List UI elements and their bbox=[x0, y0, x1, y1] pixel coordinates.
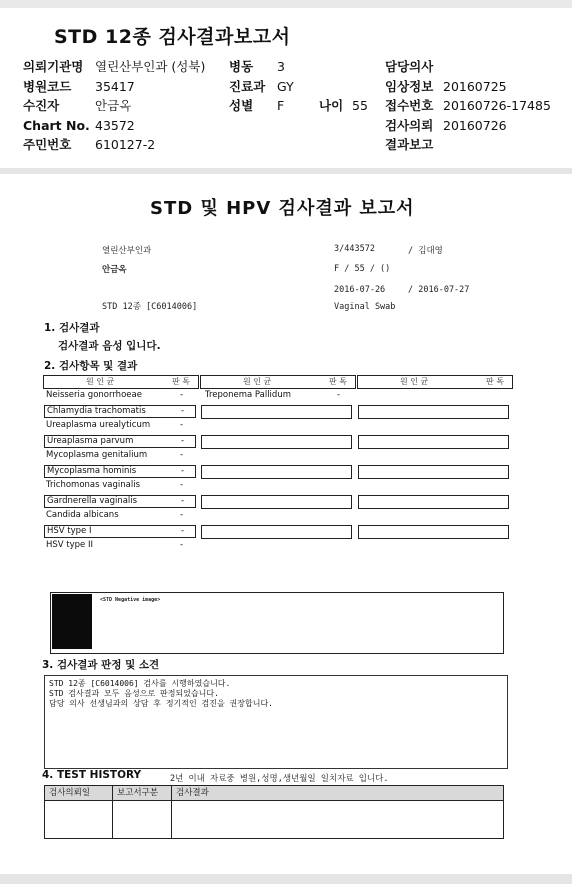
col-header-3 bbox=[357, 375, 513, 389]
info-value: GY bbox=[277, 78, 294, 94]
table-row bbox=[44, 465, 196, 478]
result-value: - bbox=[181, 406, 185, 416]
pathogen-name: HSV type II bbox=[46, 540, 94, 550]
result-value: - bbox=[181, 496, 185, 506]
comment-box bbox=[44, 675, 508, 769]
pathogen-name: Ureaplasma parvum bbox=[47, 436, 134, 446]
table-row bbox=[44, 390, 196, 403]
result-value: - bbox=[181, 526, 185, 536]
history-col-rule bbox=[171, 800, 172, 838]
comment-line: 담당 의사 선생님과의 상담 후 정기적인 검진을 권장합니다. bbox=[49, 699, 274, 708]
pathogen-name: Ureaplasma urealyticum bbox=[46, 420, 151, 430]
top-bar bbox=[0, 0, 572, 8]
result-value: - bbox=[180, 540, 184, 550]
info-key: 임상정보 bbox=[385, 78, 434, 94]
table-row bbox=[203, 390, 351, 403]
comment-line: STD 12종 [C6014006] 검사를 시행하였습니다. bbox=[49, 679, 231, 688]
sex-age: F / 55 / () bbox=[334, 264, 391, 274]
test-code: STD 12종 [C6014006] bbox=[102, 302, 198, 312]
image-label: <STD Negative image> bbox=[100, 597, 161, 603]
patient-name: 안금옥 bbox=[102, 265, 127, 275]
info-age bbox=[319, 96, 368, 116]
date-received: 2016-07-26 bbox=[334, 285, 386, 295]
pathogen-name: Mycoplasma genitalium bbox=[46, 450, 148, 460]
info-value: 43572 bbox=[95, 117, 135, 133]
empty-cell bbox=[201, 435, 352, 449]
age-value: 55 bbox=[352, 98, 368, 113]
history-header-rule bbox=[45, 800, 503, 801]
result-value: - bbox=[337, 390, 341, 400]
info-value: 20160726-17485 bbox=[443, 98, 551, 113]
table-row bbox=[44, 510, 196, 523]
col-pathogen: 원 인 균 bbox=[243, 377, 272, 386]
col-header-2 bbox=[200, 375, 356, 389]
comment-line: STD 검사결과 모두 음성으로 판정되었습니다. bbox=[49, 689, 219, 698]
history-note: 2년 이내 자료중 병원,성명,생년월일 일치자료 입니다. bbox=[170, 774, 389, 784]
specimen: Vaginal Swab bbox=[334, 302, 396, 312]
info-key: 검사의뢰 bbox=[385, 117, 434, 133]
table-row bbox=[44, 525, 196, 538]
info-key: 결과보고 bbox=[385, 137, 434, 152]
result-value: - bbox=[180, 480, 184, 490]
pathogen-name: HSV type I bbox=[47, 526, 92, 536]
info-key: 병동 bbox=[229, 59, 254, 74]
info-key: 주민번호 bbox=[23, 137, 72, 152]
empty-cell bbox=[201, 525, 352, 539]
section-divider bbox=[0, 168, 572, 174]
pathogen-name: Mycoplasma hominis bbox=[47, 466, 137, 476]
col-header-1 bbox=[43, 375, 199, 389]
empty-cell bbox=[358, 495, 509, 509]
result-image bbox=[52, 594, 92, 649]
hospital-name: 열린산부인과 bbox=[102, 246, 152, 256]
info-key: 진료과 bbox=[229, 78, 266, 94]
pathogen-name: Chlamydia trachomatis bbox=[47, 406, 146, 416]
empty-cell bbox=[201, 465, 352, 479]
empty-cell bbox=[358, 435, 509, 449]
empty-cell bbox=[201, 405, 352, 419]
doctor-name: / 김대영 bbox=[408, 246, 443, 256]
col-result: 판 독 bbox=[172, 377, 190, 386]
empty-cell bbox=[358, 525, 509, 539]
result-value: - bbox=[180, 390, 184, 400]
col-pathogen: 원 인 균 bbox=[86, 377, 115, 386]
result-value: - bbox=[180, 510, 184, 520]
date-reported: / 2016-07-27 bbox=[408, 285, 470, 295]
result-value: - bbox=[181, 466, 185, 476]
info-value: 안금옥 bbox=[95, 98, 132, 113]
info-key: 수진자 bbox=[23, 98, 60, 113]
info-value: 3 bbox=[277, 59, 285, 74]
info-value: F bbox=[277, 98, 285, 113]
col-pathogen: 원 인 균 bbox=[400, 377, 429, 386]
empty-cell bbox=[201, 495, 352, 509]
pathogen-name: Neisseria gonorrhoeae bbox=[46, 390, 142, 400]
col-result: 판 독 bbox=[329, 377, 347, 386]
table-row bbox=[44, 540, 196, 553]
table-row bbox=[44, 435, 196, 448]
history-table bbox=[44, 785, 504, 839]
info-left bbox=[23, 57, 205, 155]
history-col-result: 검사결과 bbox=[172, 786, 503, 800]
table-row bbox=[44, 405, 196, 418]
section-2-title: 2. 검사항목 및 결과 bbox=[44, 360, 138, 372]
section-1-text: 검사결과 음성 입니다. bbox=[58, 340, 161, 352]
page-title: STD 12종 검사결과보고서 bbox=[54, 26, 291, 48]
id-line: 3/443572 bbox=[334, 244, 375, 254]
table-row bbox=[44, 420, 196, 433]
info-key: 성별 bbox=[229, 98, 254, 113]
pathogen-name: Candida albicans bbox=[46, 510, 119, 520]
info-value: 610127-2 bbox=[95, 137, 156, 152]
col-result: 판 독 bbox=[486, 377, 504, 386]
pathogen-name: Gardnerella vaginalis bbox=[47, 496, 138, 506]
table-row bbox=[44, 450, 196, 463]
history-col-date: 검사의뢰일 bbox=[45, 786, 113, 800]
history-col-type: 보고서구분 bbox=[113, 786, 172, 800]
section-3-title: 3. 검사결과 판정 및 소견 bbox=[42, 659, 160, 671]
pathogen-name: Trichomonas vaginalis bbox=[46, 480, 141, 490]
pathogen-name: Treponema Pallidum bbox=[205, 390, 291, 400]
result-value: - bbox=[180, 420, 184, 430]
history-col-rule bbox=[112, 800, 113, 838]
report-heading: STD 및 HPV 검사결과 보고서 bbox=[150, 198, 415, 219]
section-4-title: 4. TEST HISTORY bbox=[42, 769, 142, 781]
table-row bbox=[44, 495, 196, 508]
bottom-bar bbox=[0, 874, 572, 884]
result-value: - bbox=[180, 450, 184, 460]
info-key: Chart No. bbox=[23, 117, 90, 133]
info-mid bbox=[229, 57, 294, 116]
info-key: 병원코드 bbox=[23, 78, 72, 94]
section-1-title: 1. 검사결과 bbox=[44, 322, 100, 334]
result-value: - bbox=[181, 436, 185, 446]
info-right bbox=[385, 57, 551, 155]
empty-cell bbox=[358, 405, 509, 419]
info-key: 의뢰기관명 bbox=[23, 59, 84, 74]
info-value: 20160725 bbox=[443, 78, 507, 94]
table-row bbox=[44, 480, 196, 493]
age-key: 나이 bbox=[319, 98, 344, 113]
empty-cell bbox=[358, 465, 509, 479]
info-value: 35417 bbox=[95, 78, 135, 94]
info-value: 20160726 bbox=[443, 117, 507, 133]
info-key: 접수번호 bbox=[385, 98, 434, 113]
info-key: 담당의사 bbox=[385, 59, 434, 74]
info-value: 열린산부인과 (성북) bbox=[95, 59, 206, 74]
